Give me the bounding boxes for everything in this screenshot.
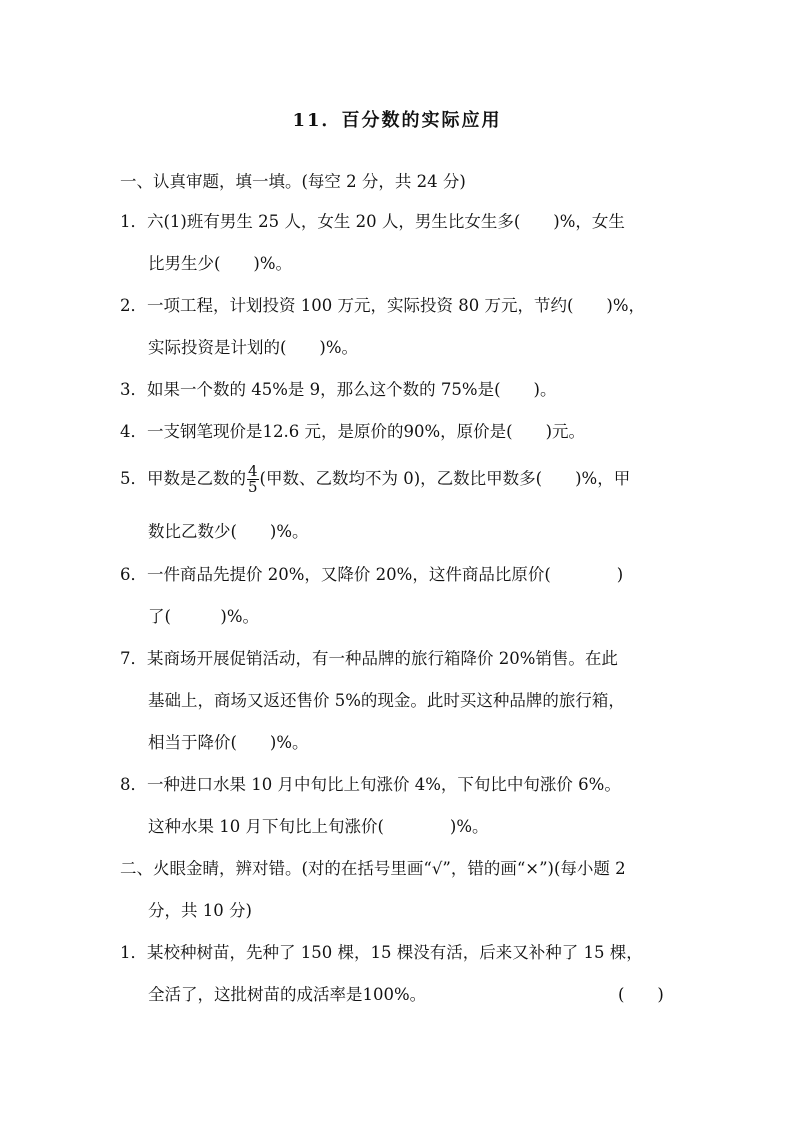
q7-line2: 基础上，商场又返还售价 5%的现金。此时买这种品牌的旅行箱， [148,691,625,710]
s2-q1-line2: 全活了，这批树苗的成活率是100%。 [148,985,427,1004]
q1-line1: 1．六(1)班有男生 25 人，女生 20 人，男生比女生多( )%，女生 [120,212,625,231]
q7-line1: 7．某商场开展促销活动，有一种品牌的旅行箱降价 20%销售。在此 [120,649,618,668]
s2-q1-answer-paren: ( ) [618,985,664,1004]
q6-line2: 了( )%。 [148,607,260,626]
q5-text-post: (甲数、乙数均不为 0)，乙数比甲数多( )%，甲 [259,469,631,488]
q4-line1: 4．一支钢笔现价是12.6 元，是原价的90%，原价是( )元。 [120,422,586,441]
page-title: 11．百分数的实际应用 [292,110,502,131]
section1-heading: 一、认真审题，填一填。(每空 2 分，共 24 分) [120,172,466,191]
q2-line2: 实际投资是计划的( )%。 [148,338,359,357]
q5-line1 [120,464,630,495]
q7-line3: 相当于降价( )%。 [148,733,309,752]
q5-text-pre: 5．甲数是乙数的 [120,469,246,488]
q1-line2: 比男生少( )%。 [148,254,293,273]
q5-line2: 数比乙数少( )%。 [148,522,309,541]
q3-line1: 3．如果一个数的 45%是 9，那么这个数的 75%是( )。 [120,380,557,399]
q6-line1: 6．一件商品先提价 20%，又降价 20%，这件商品比原价( ) [120,565,624,584]
fraction [247,464,259,495]
fraction-denominator: 5 [248,478,258,496]
s2-q1-line1: 1．某校种树苗，先种了 150 棵，15 棵没有活，后来又补种了 15 棵， [120,943,643,962]
q2-line1: 2．一项工程，计划投资 100 万元，实际投资 80 万元，节约( )%， [120,296,646,315]
q8-line2: 这种水果 10 月下旬比上旬涨价( )%。 [148,817,489,836]
q8-line1: 8．一种进口水果 10 月中旬比上旬涨价 4%，下旬比中旬涨价 6%。 [120,775,621,794]
fraction-numerator: 4 [248,462,258,480]
section2-heading-line2: 分，共 10 分) [148,901,252,920]
section2-heading-line1: 二、火眼金睛，辨对错。(对的在括号里画“√”，错的画“×”)(每小题 2 [120,859,626,878]
